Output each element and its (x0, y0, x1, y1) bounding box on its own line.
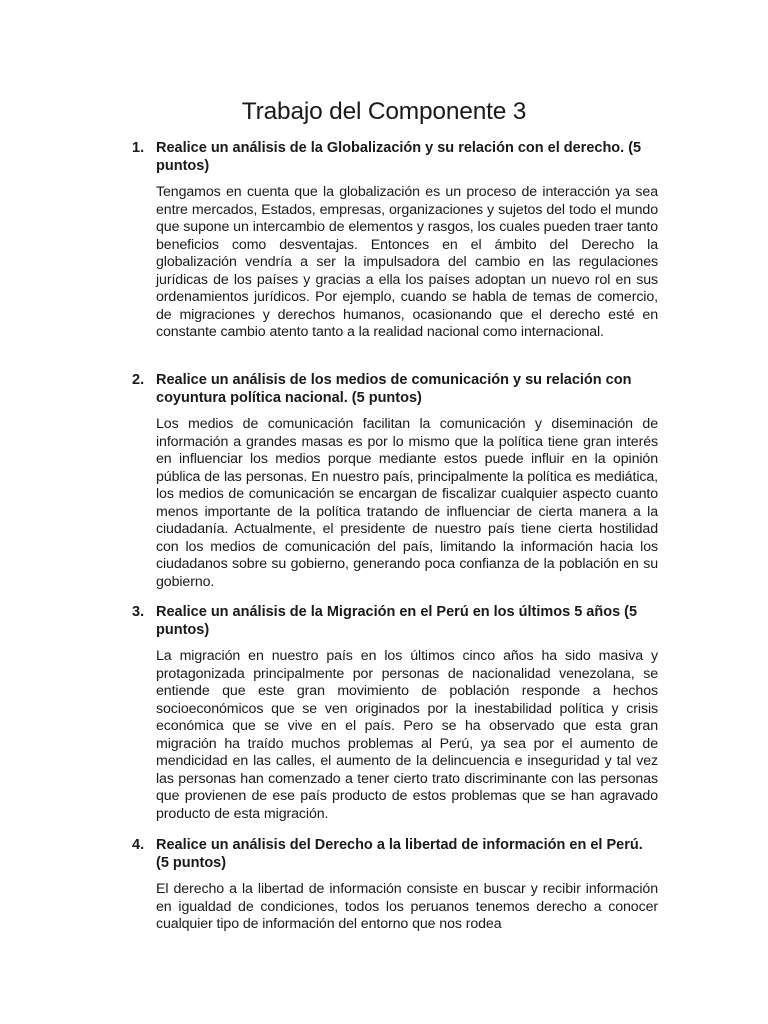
item-number: 2. (132, 372, 145, 388)
item-question: Realice un análisis de los medios de comunicación y su relación con coyuntura política nacional. (5 puntos) (156, 372, 632, 406)
item-question: Realice un análisis de la Migración en el Perú en los últimos 5 años (5 puntos) (156, 604, 638, 638)
item-answer: Tengamos en cuenta que la globalización es un proceso de interacción ya sea entre mercados, Estados, empresas, organizaciones y sujetos del todo el mundo que supone un intercambio de elementos y rasgos, los cuales pueden traer tanto beneficios como desventajas. Entonces en el ámbito del Derecho la globalización vendría a ser la impulsadora del cambio en las regulaciones jurídicas de los países y gracias a ella los países adoptan un nuevo rol en sus ordenamientos jurídicos. Por ejemplo, cuando se habla de temas de comercio, de migraciones y derechos humanos, ocasionando que el derecho esté en constante cambio atento tanto a la realidad nacional como internacional. (156, 184, 658, 340)
item-number: 1. (132, 140, 145, 156)
item-question: Realice un análisis del Derecho a la libertad de información en el Perú. (5 puntos) (156, 837, 643, 871)
item-question: Realice un análisis de la Globalización y su relación con el derecho. (5 puntos) (156, 140, 642, 174)
item-answer: Los medios de comunicación facilitan la comunicación y diseminación de información a grandes masas es por lo mismo que la política tiene gran interés en influenciar los medios porque mediante estos puede influir en la opinión pública de las personas. En nuestro país, principalmente la política es mediática, los medios de comunicación se encargan de fiscalizar cualquier aspecto cuanto menos importante de la política tratando de influenciar de cierta manera a la ciudadanía. Actualmente, el presidente de nuestro país tiene cierta hostilidad con los medios de comunicación del país, limitando la información hacia los ciudadanos sobre su gobierno, generando poca confianza de la población en su gobierno. (156, 416, 658, 590)
item-answer: La migración en nuestro país en los últimos cinco años ha sido masiva y protagonizada principalmente por personas de nacionalidad venezolana, se entiende que este gran movimiento de población responde a hechos socioeconómicos que se ven originados por la inestabilidad política y crisis económica que se vive en el país. Pero se ha observado que esta gran migración ha traído muchos problemas al Perú, ya sea por el aumento de mendicidad en las calles, el aumento de la delincuencia e inseguridad y tal vez las personas han comenzado a tener cierto trato discriminante con las personas que provienen de ese país producto de estos problemas que se han agravado producto de esta migración. (156, 648, 658, 822)
item-number: 4. (132, 837, 145, 853)
item-answer: El derecho a la libertad de información consiste en buscar y recibir información en igualdad de condiciones, todos los peruanos tenemos derecho a conocer cualquier tipo de información del entorno que nos rodea (156, 881, 658, 932)
item-number: 3. (132, 604, 145, 620)
document-title: Trabajo del Componente 3 (241, 98, 527, 125)
